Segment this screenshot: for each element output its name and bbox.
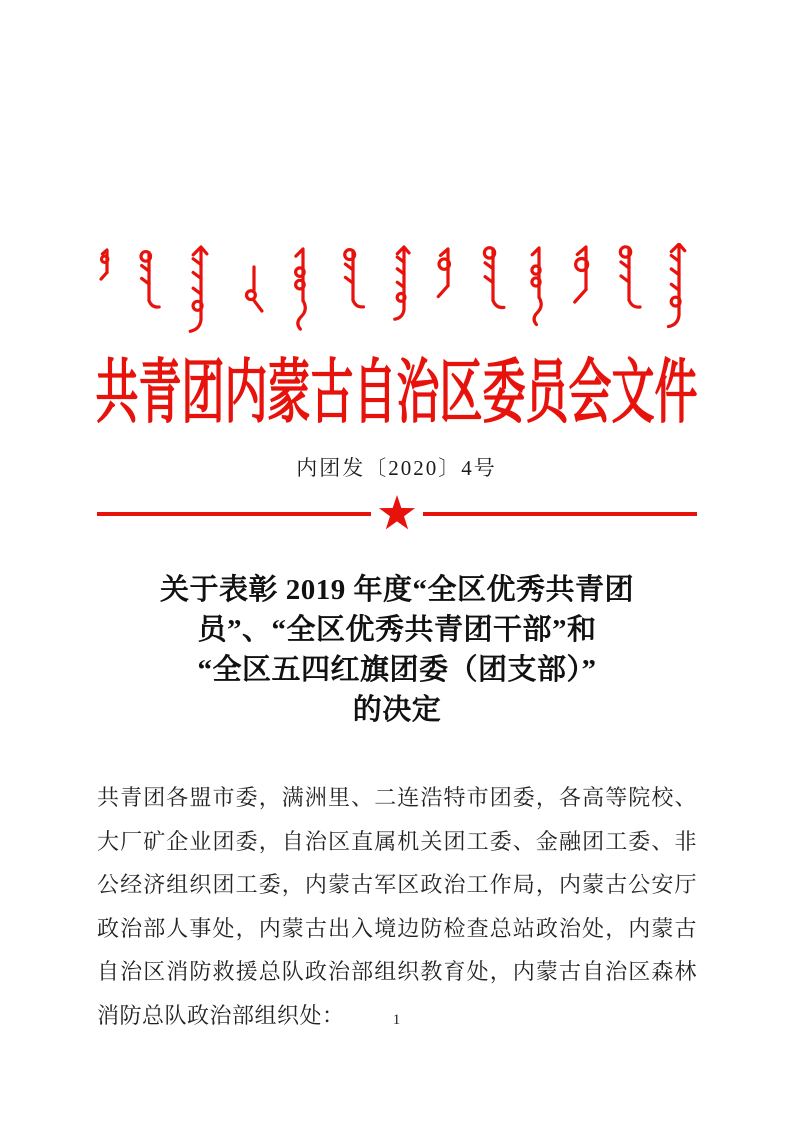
body-line: 政治部人事处，内蒙古出入境边防检查总站政治处，内蒙古	[97, 915, 697, 941]
page-number: 1	[392, 1012, 401, 1028]
body-line: 自治区消防救援总队政治部组织教育处，内蒙古自治区森林	[97, 959, 697, 984]
rule-right-segment	[423, 512, 697, 516]
body-line: 消防总队政治部组织处：	[97, 1002, 345, 1028]
title-line: 的决定	[352, 694, 442, 726]
title-line: 员”、“全区优秀共青团干部”和	[197, 614, 597, 646]
star-icon	[377, 494, 417, 534]
document-body	[97, 776, 697, 1037]
red-separator-rule	[97, 495, 697, 533]
rule-left-segment	[97, 512, 371, 516]
body-line: 大厂矿企业团委，自治区直属机关团工委、金融团工委、非	[97, 828, 697, 854]
mongolian-script-header	[97, 243, 697, 339]
body-line: 共青团各盟市委，满洲里、二连浩特市团委，各高等院校、	[97, 785, 697, 810]
issuing-org-title: 共青团内蒙古自治区委员会文件	[95, 355, 698, 432]
document-title	[97, 570, 697, 730]
title-line: 关于表彰 2019 年度“全区优秀共青团	[159, 574, 634, 606]
title-line: “全区五四红旗团委（团支部）”	[197, 654, 597, 686]
body-line: 公经济组织团工委，内蒙古军区政治工作局，内蒙古公安厅	[97, 872, 697, 897]
document-number: 内团发〔2020〕4号	[296, 456, 497, 480]
